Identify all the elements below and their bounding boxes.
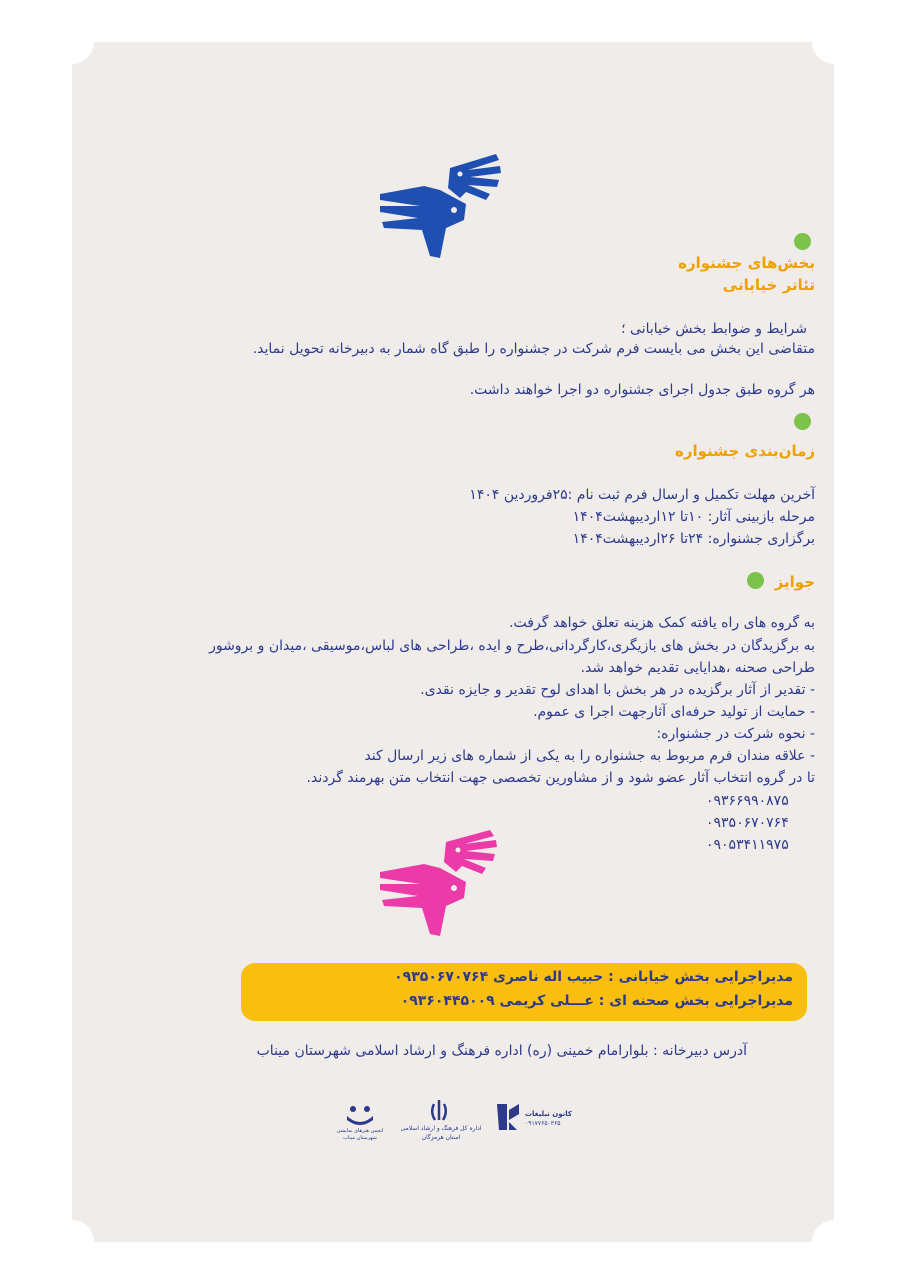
rules-line: هر گروه طبق جدول اجرای جشنواره دو اجرا خواهند داشت. [469, 382, 815, 398]
stage-manager: مدیراجرایی بخش صحنه ای : عـــلی کریمی ۰۹۳۶۰۴۴۵۰۰۹ [400, 993, 793, 1009]
schedule-line: آخرین مهلت تکمیل و ارسال فرم ثبت نام :۲۵فروردین ۱۴۰۴ [469, 487, 815, 503]
phone-number: ۰۹۰۵۳۴۱۱۹۷۵ [706, 837, 789, 853]
prizes-line: - نحوه شرکت در جشنواره: [656, 726, 815, 742]
ticket-notch [812, 20, 856, 64]
logo-text: اداره کل فرهنگ و ارشاد اسلامی [400, 1125, 482, 1132]
section-bullet [794, 233, 811, 250]
prizes-line: طراحی صحنه ،هدایایی تقدیم خواهد شد. [580, 660, 815, 676]
prizes-line: به برگزیدگان در بخش های بازیگری،کارگردانی،طرح و ایده ،طراحی های لباس،موسیقی ،میدان و بروشور [209, 638, 815, 654]
logo-subtext: استان هرمزگان [421, 1134, 461, 1141]
managers-box [241, 963, 807, 1021]
theatre-logo-icon [345, 1104, 375, 1126]
prizes-line: - حمایت از تولید حرفه‌ای آثارجهت اجرا ی عموم. [533, 704, 815, 720]
iran-emblem-icon [428, 1098, 450, 1124]
street-manager: مدیراجرایی بخش خیابانی : حبیب اله ناصری ۰۹۳۵۰۶۷۰۷۶۴ [394, 969, 793, 985]
secretariat-address: آدرس دبیرخانه : بلوارامام خمینی (ره) اداره فرهنگ و ارشاد اسلامی شهرستان میناب [256, 1043, 747, 1059]
prizes-line: - تقدیر از آثار برگزیده در هر بخش با اهدای لوح تقدیر و جایزه نقدی. [420, 682, 815, 698]
ticket-notch [50, 20, 94, 64]
phone-number: ۰۹۳۵۰۶۷۰۷۶۴ [706, 815, 789, 831]
theatre-association-logo [336, 1104, 384, 1146]
section-bullet [747, 572, 764, 589]
schedule-line: برگزاری جشنواره: ۲۴تا ۲۶اردیبهشت۱۴۰۴ [572, 531, 815, 547]
ticket-notch [50, 1220, 94, 1264]
phone-number: ۰۹۳۶۶۹۹۰۸۷۵ [706, 793, 789, 809]
blue-hands-illustration [378, 150, 508, 262]
section-subtitle: تئاتر خیابانی [722, 276, 815, 294]
logo-subtext: شهرستان میناب [343, 1135, 377, 1141]
prizes-line: به گروه های راه یافته کمک هزینه تعلق خواهد گرفت. [509, 615, 815, 631]
logo-text: کانون تبلیغات [525, 1110, 572, 1118]
schedule-line: مرحله بازبینی آثار: ۱۰تا ۱۲اردیبهشت۱۴۰۴ [572, 509, 815, 525]
kanoon-tablighat-logo [493, 1100, 583, 1140]
kanoon-logo-icon [493, 1100, 523, 1136]
prizes-line: تا در گروه انتخاب آثار عضو شود و از مشاورین تخصصی جهت انتخاب متن بهرمند گردند. [306, 770, 815, 786]
section-title: زمان‌بندی جشنواره [675, 442, 815, 460]
rules-line: متقاضی این بخش می بایست فرم شرکت در جشنواره را طبق گاه شمار به دبیرخانه تحویل نماید. [252, 341, 815, 357]
rules-line: شرایط و ضوابط بخش خیابانی ؛ [621, 321, 807, 337]
section-title: بخش‌های جشنواره [678, 254, 815, 272]
pink-hands-illustration [378, 826, 508, 938]
ershad-logo [400, 1098, 482, 1146]
logo-text: انجمن هنرهای نمایشی [336, 1128, 384, 1134]
section-title: جوایز [774, 573, 815, 591]
prizes-line: - علاقه مندان فرم مربوط به جشنواره را به یکی از شماره های زیر ارسال کند [364, 748, 815, 764]
logo-subtext: ۰۹۱۷۷۶۵۰۳۶۵ [525, 1120, 561, 1127]
ticket-notch [812, 1220, 856, 1264]
section-bullet [794, 413, 811, 430]
